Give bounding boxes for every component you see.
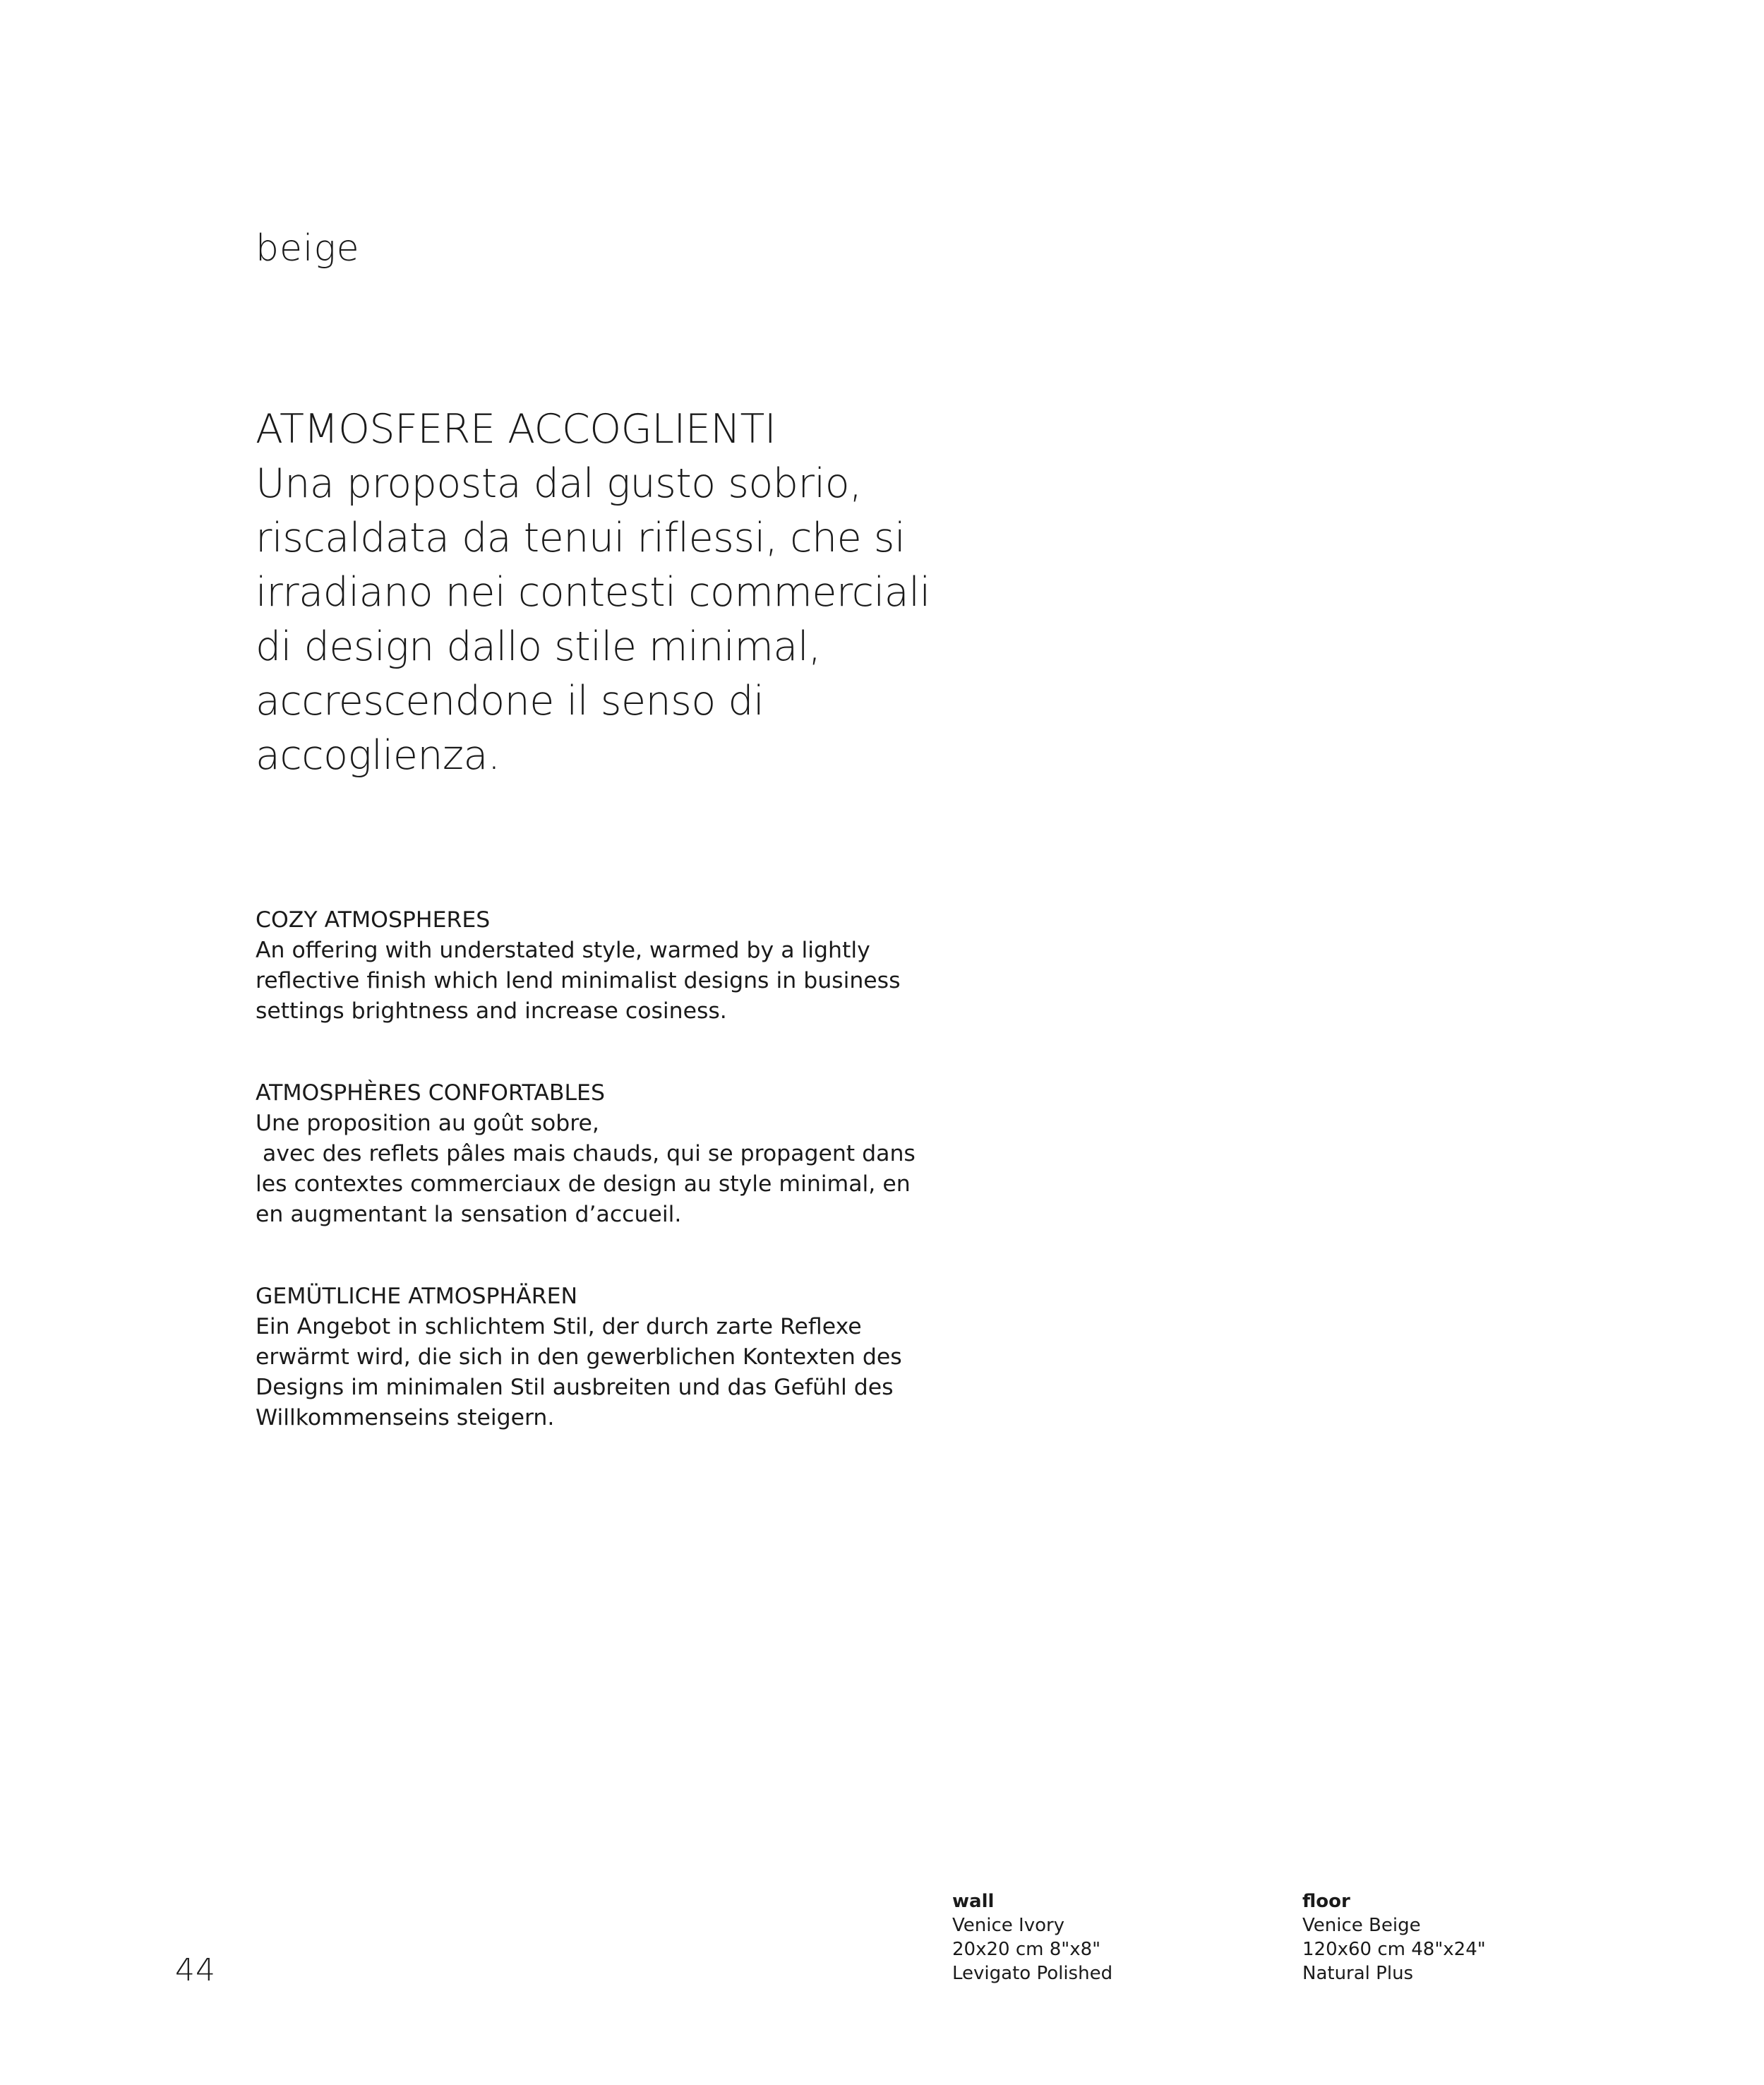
intro-line: Una proposta dal gusto sobrio,: [256, 460, 862, 507]
intro-line: irradiano nei contesti commerciali: [256, 569, 930, 616]
french-line: les contextes commerciaux de design au style minimal, en: [256, 1171, 911, 1197]
german-line: Willkommenseins steigern.: [256, 1405, 555, 1430]
intro-heading: ATMOSFERE ACCOGLIENTI: [256, 406, 776, 453]
english-heading: COZY ATMOSPHERES: [256, 907, 491, 933]
french-text-block: [256, 1078, 933, 1230]
german-line: erwärmt wird, die sich in den gewerblichen Kontexten des: [256, 1344, 902, 1370]
english-line: reflective finish which lend minimalist designs in business: [256, 968, 901, 993]
floor-spec-title: floor: [1302, 1891, 1350, 1912]
floor-spec: [1302, 1889, 1486, 1985]
section-label: beige: [256, 227, 360, 270]
german-line: Designs im minimalen Stil ausbreiten und das Gefühl des: [256, 1375, 894, 1400]
floor-spec-finish: Natural Plus: [1302, 1963, 1414, 1984]
intro-text: [256, 402, 997, 783]
english-line: settings brightness and increase cosiness.: [256, 998, 727, 1024]
french-line: en augmentant la sensation d’accueil.: [256, 1202, 682, 1227]
wall-spec-finish: Levigato Polished: [952, 1963, 1113, 1984]
english-text-block: [256, 905, 933, 1027]
intro-line: accoglienza.: [256, 732, 500, 779]
wall-spec-size: 20x20 cm 8"x8": [952, 1939, 1101, 1960]
page-number: 44: [175, 1952, 216, 1988]
floor-spec-product: Venice Beige: [1302, 1915, 1421, 1936]
intro-line: accrescendone il senso di: [256, 678, 764, 724]
english-line: An offering with understated style, warmed by a lightly: [256, 938, 870, 963]
floor-spec-size: 120x60 cm 48"x24": [1302, 1939, 1486, 1960]
intro-line: di design dallo stile minimal,: [256, 623, 821, 670]
german-text-block: [256, 1282, 933, 1433]
wall-spec-product: Venice Ivory: [952, 1915, 1065, 1936]
intro-line: riscaldata da tenui riflessi, che si: [256, 515, 906, 561]
french-heading: ATMOSPHÈRES CONFORTABLES: [256, 1080, 605, 1106]
german-heading: GEMÜTLICHE ATMOSPHÄREN: [256, 1284, 578, 1309]
wall-spec-title: wall: [952, 1891, 995, 1912]
french-line: avec des reflets pâles mais chauds, qui se propagent dans: [256, 1141, 916, 1166]
wall-spec: [952, 1889, 1112, 1985]
french-line: Une proposition au goût sobre,: [256, 1111, 599, 1136]
german-line: Ein Angebot in schlichtem Stil, der durch zarte Reflexe: [256, 1314, 862, 1339]
